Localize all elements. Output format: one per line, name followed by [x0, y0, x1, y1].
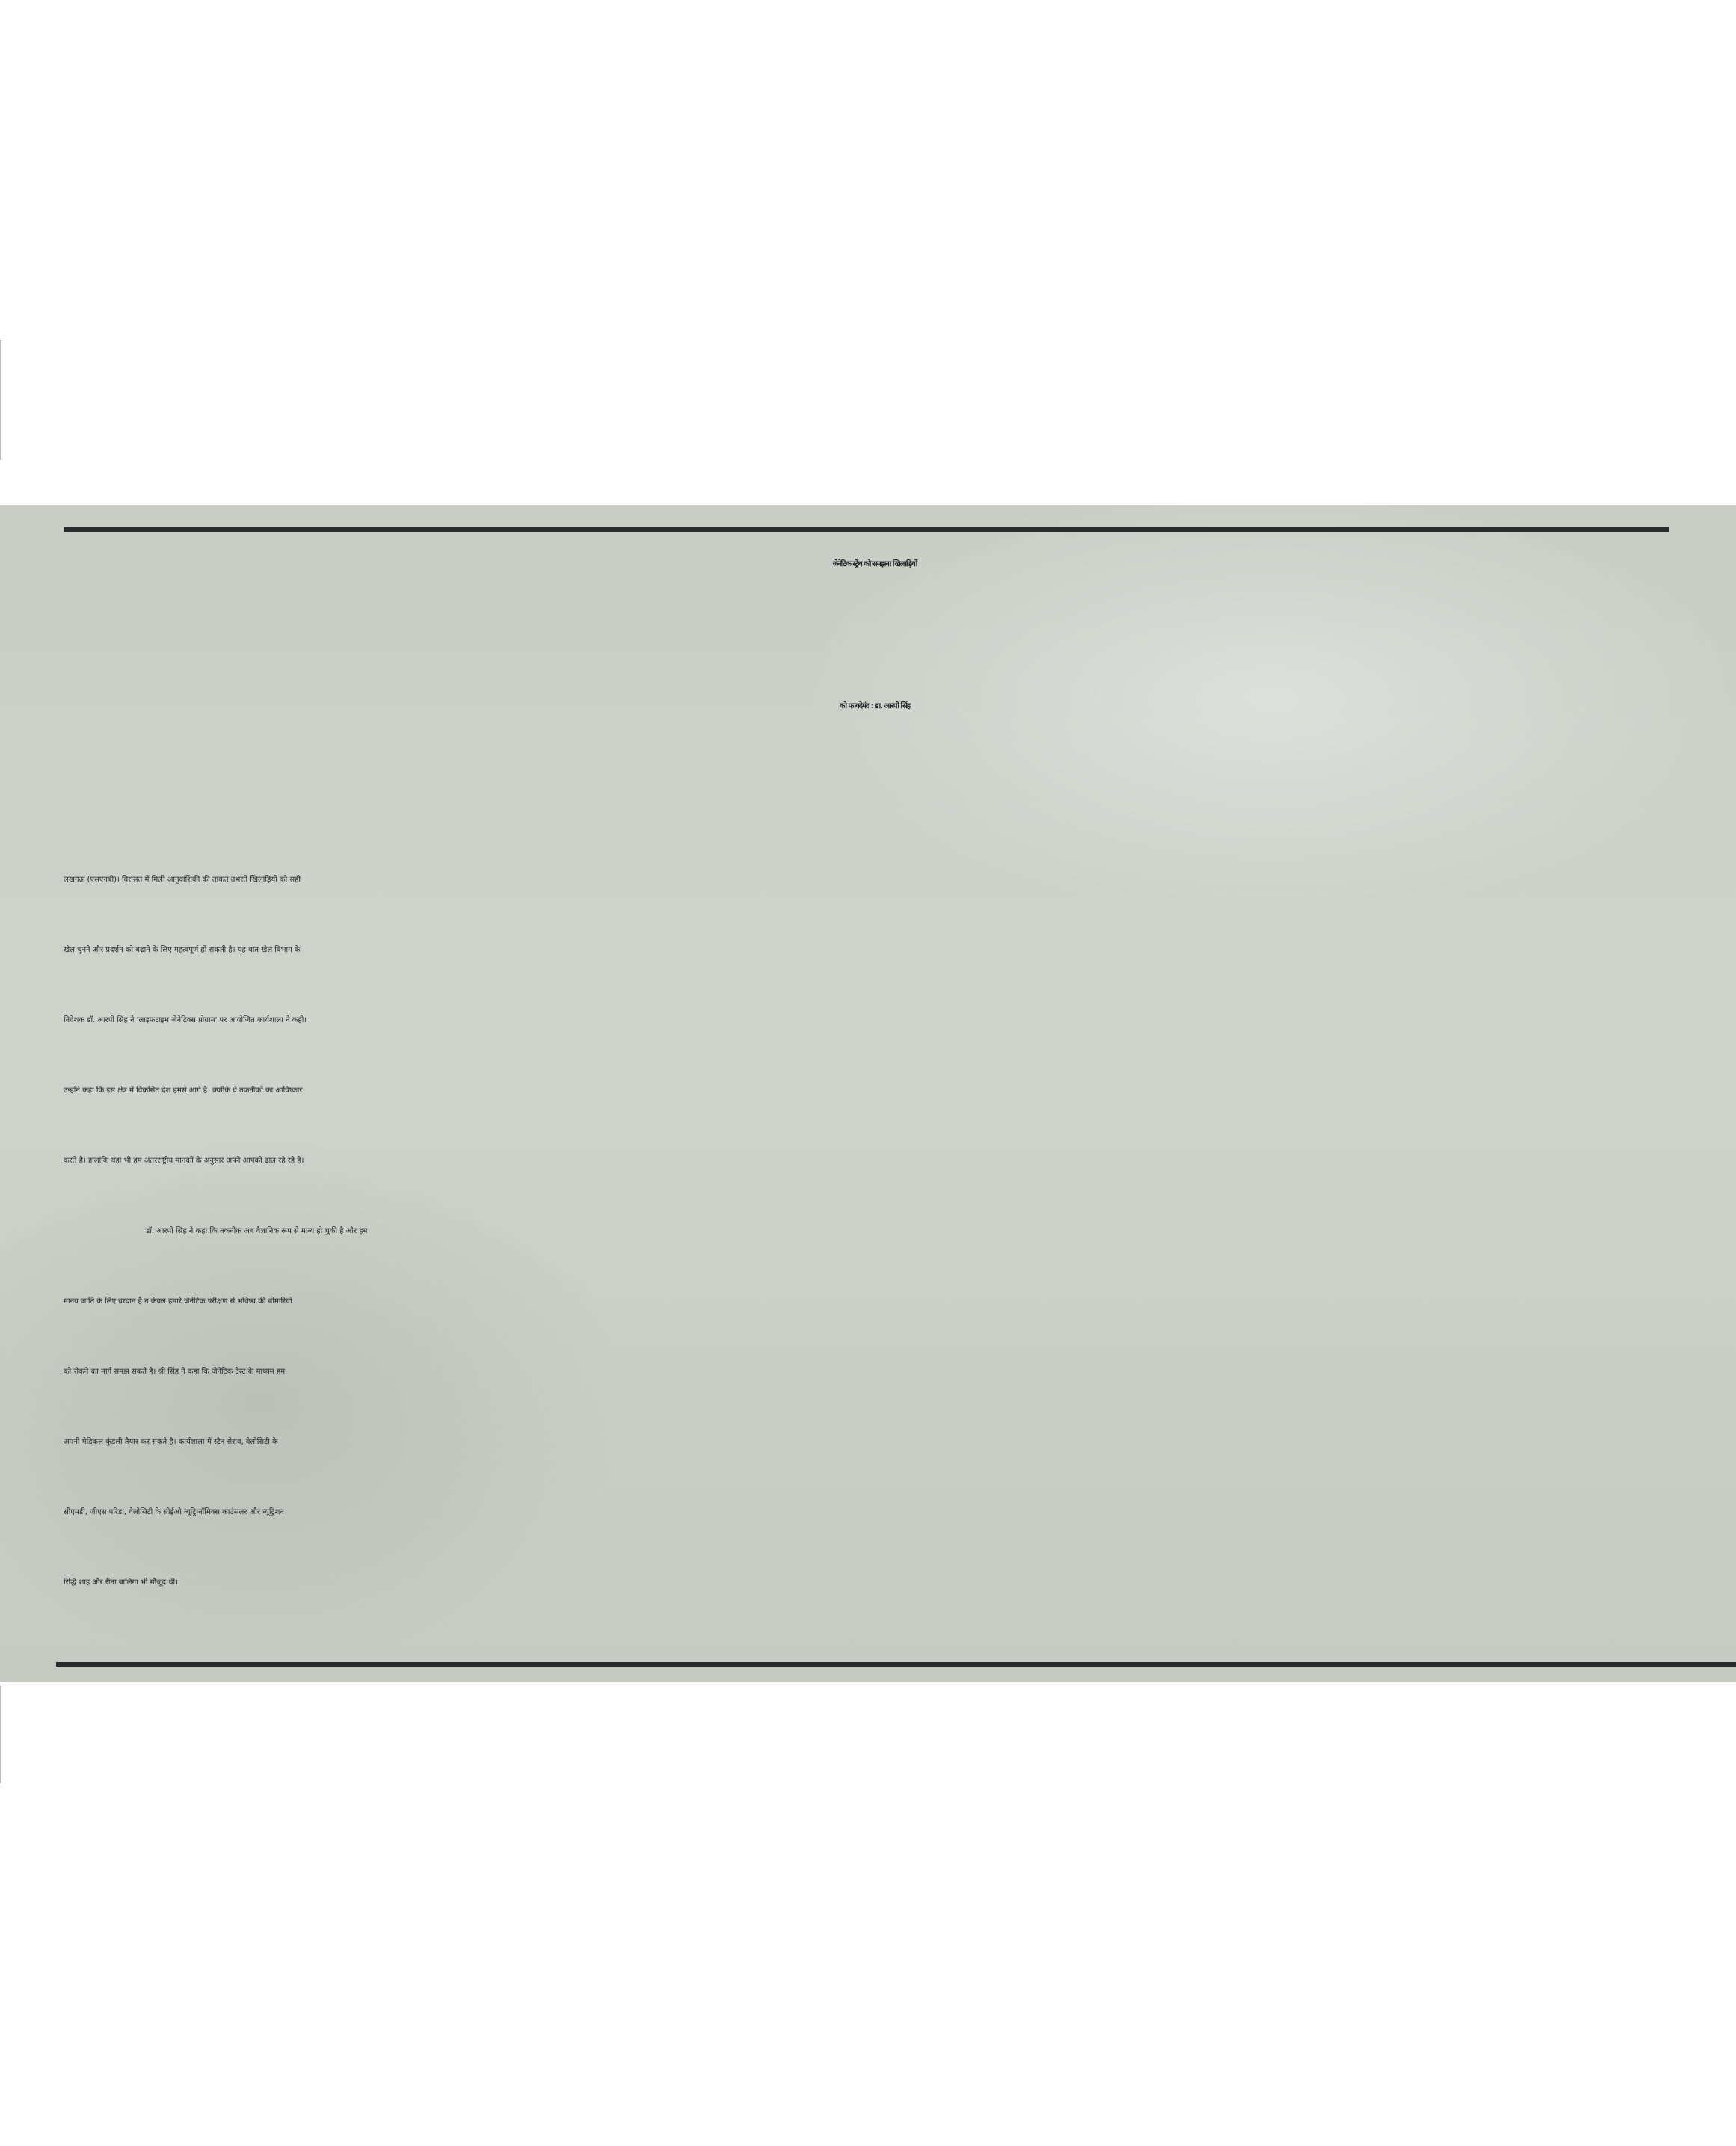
article-line: सीएमडी, जीएस परिडा, वेलोसिटी के सीईओ न्यूट्रिग्नॉमिक्स काउंसलर और न्यूट्रिशन	[64, 1508, 284, 1516]
article-line: खेल चुनने और प्रदर्शन को बढ़ाने के लिए महत्वपूर्ण हो सकती है। यह बात खेल विभाग के	[64, 946, 301, 954]
headline-line-1: जेनेटिक स्ट्रेंथ को समझना खिलाड़ियों	[832, 560, 917, 568]
top-rule	[64, 527, 1669, 532]
article-line: को रोकने का मार्ग समझ सकते है। श्री सिंह ने कहा कि जेनेटिक टेस्ट के माध्यम हम	[64, 1368, 286, 1376]
article-line: डॉ. आरपी सिंह ने कहा कि तकनीक अब वैज्ञानिक रूप से मान्य हो चुकी है और हम	[146, 1227, 368, 1235]
article-line: लखनऊ (एसएनबी)। विरासत में मिली आनुवांशिकी की ताकत उभरते खिलाड़ियों को सही	[64, 876, 301, 884]
article-line: रिद्धि शाह और रीना बालिगा भी मौजूद थी।	[64, 1578, 178, 1587]
page-edge-mark	[0, 340, 1, 460]
page-edge-mark	[0, 1686, 1, 1783]
article-line: अपनी मेडिकल कुंडली तैयार कर सकते है। कार्यशाला में स्टैन सेराव, वेलोसिटी के	[64, 1438, 278, 1446]
headline-line-2: को फायदेमंद : डा. आरपी सिंह	[839, 702, 911, 710]
newspaper-clipping	[0, 505, 1736, 1682]
article-line: मानव जाति के लिए वरदान है न केवल हमारे जेनेटिक परीक्षण से भविष्य की बीमारियों	[64, 1297, 292, 1306]
article-line: करते है। हालांकि यहां भी हम अंतरराष्ट्रीय मानकों के अनुसार अपने आपको ढाल रहे रहे है।	[64, 1157, 304, 1165]
article-line: उन्होंने कहा कि इस क्षेत्र में विकसित देश हमसे आगे है। क्योंकि वे तकनीकों का आविष्कार	[64, 1086, 303, 1095]
article-line: निदेशक डॉ. आरपी सिंह ने 'लाइफटाइम जेनेटिक्स प्रोग्राम' पर आयोजित कार्यशाला ने कही।	[64, 1016, 307, 1024]
bottom-rule	[56, 1662, 1736, 1667]
article-body	[64, 845, 1708, 1618]
